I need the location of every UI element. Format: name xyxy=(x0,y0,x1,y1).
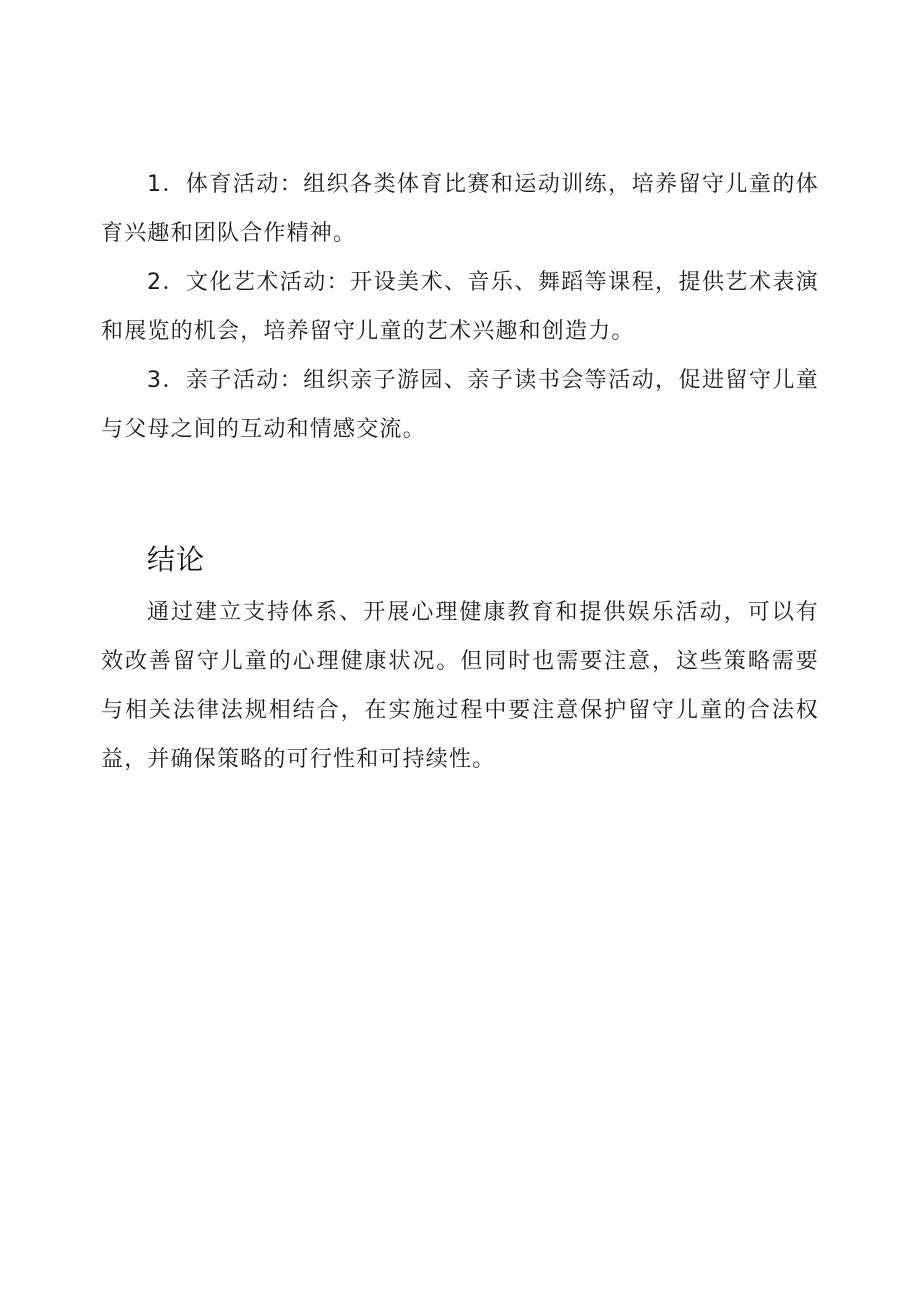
activity-item-parent-child xyxy=(101,356,819,454)
conclusion-heading: 结论 xyxy=(147,543,206,576)
activity-number: 2 xyxy=(147,270,163,295)
document-content xyxy=(101,160,819,784)
activity-text: ．亲子活动：组织亲子游园、亲子读书会等活动，促进留守儿童与父母之间的互动和情感交流。 xyxy=(101,368,819,442)
activity-text: ．体育活动：组织各类体育比赛和运动训练，培养留守儿童的体育兴趣和团队合作精神。 xyxy=(101,172,819,246)
activity-item-sports xyxy=(101,160,819,258)
activity-number: 1 xyxy=(147,172,163,197)
conclusion-paragraph: 通过建立支持体系、开展心理健康教育和提供娱乐活动，可以有效改善留守儿童的心理健康状况。但同时也需要注意，这些策略需要与相关法律法规相结合，在实施过程中要注意保护留守儿童的合法权益，并确保策略的可行性和可持续性。 xyxy=(101,600,819,772)
activity-number: 3 xyxy=(147,368,163,393)
activity-text: ．文化艺术活动：开设美术、音乐、舞蹈等课程，提供艺术表演和展览的机会，培养留守儿童的艺术兴趣和创造力。 xyxy=(101,270,819,344)
activity-item-arts xyxy=(101,258,819,356)
